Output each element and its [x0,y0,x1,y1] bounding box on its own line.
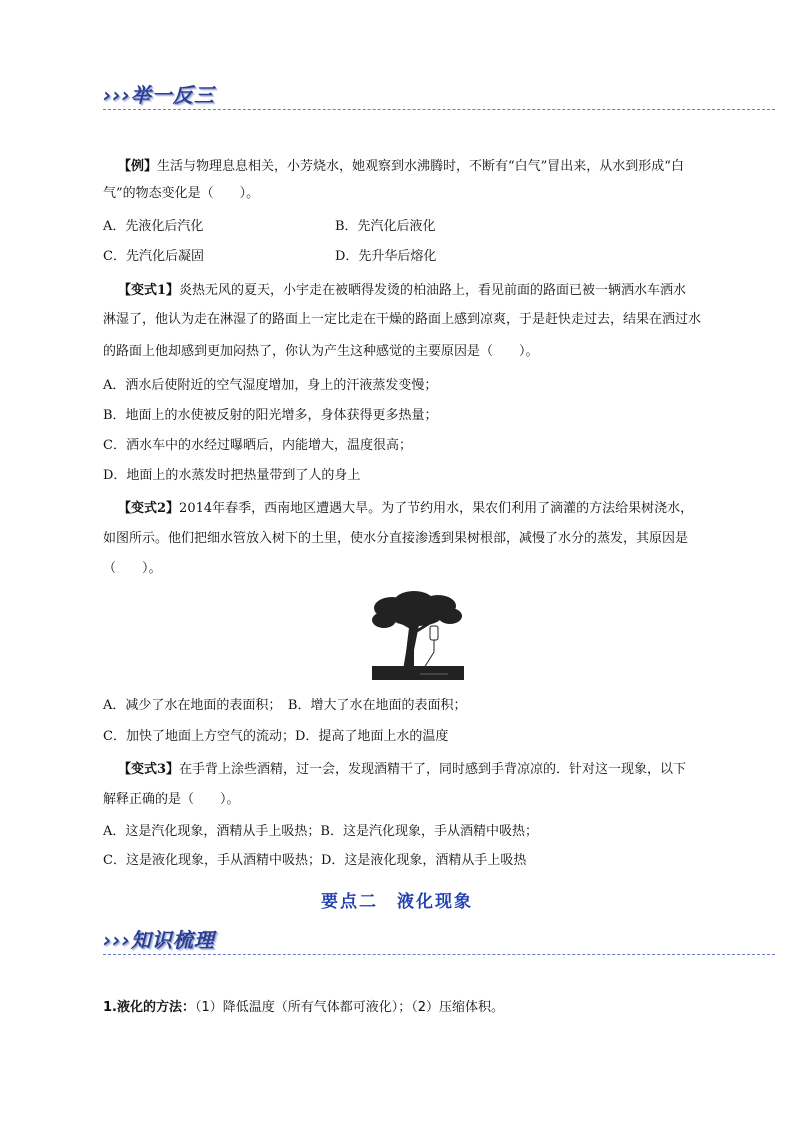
variant2-options-ab: A．减少了水在地面的表面积； B．增大了水在地面的表面积； [103,698,467,713]
example-option-a: A．先液化后汽化 [103,219,204,234]
variant1-text-1: 炎热无风的夏天，小宇走在被晒得发烫的柏油路上，看见前面的路面已被一辆洒水车洒水 [179,283,687,298]
variant3-options-ab: A．这是汽化现象，酒精从手上吸热；B．这是汽化现象，手从酒精中吸热； [103,824,538,839]
knowledge-item-1 [103,999,504,1017]
variant1-text-3: 的路面上他却感到更加闷热了，你认为产生这种感觉的主要原因是（ ）。 [103,344,539,359]
knowledge-text: （1）降低温度（所有气体都可液化）；（2）压缩体积。 [194,1000,505,1015]
variant1-option-d: D．地面上的水蒸发时把热量带到了人的身上 [103,468,361,483]
variant3-line-1 [118,761,686,779]
example-option-c: C．先汽化后凝固 [103,249,204,264]
variant2-text-1: 2014年春季，西南地区遭遇大旱。为了节约用水，果农们利用了滴灌的方法给果树浇水， [179,501,694,516]
knowledge-label: 1.液化的方法： [103,1000,195,1015]
variant1-option-c: C．洒水车中的水经过曝晒后，内能增大，温度很高； [103,438,412,453]
banner-title: ›››知识梳理 [103,928,215,952]
variant3-text-2: 解释正确的是（ ）。 [103,792,240,807]
variant2-line-1 [118,500,693,518]
banner-divider [103,954,775,955]
example-label: 【例】 [118,159,158,174]
variant1-text-2: 淋湿了，他认为走在淋湿了的路面上一定比走在干燥的路面上感到凉爽，于是赶快走过去，结果在洒过水 [103,312,702,327]
banner-title: ›››举一反三 [103,83,215,107]
variant1-label: 【变式1】 [118,283,180,298]
variant2-text-2: 如图所示。他们把细水管放入树下的土里，使水分直接渗透到果树根部，减慢了水分的蒸发，其原因是 [103,531,689,546]
example-question-1: 生活与物理息息相关，小芳烧水，她观察到水沸腾时，不断有“白气”冒出来，从水到形成“白 [157,159,684,174]
drip-irrigation-tree-image [370,590,466,682]
variant3-options-cd: C．这是液化现象，手从酒精中吸热；D．这是液化现象，酒精从手上吸热 [103,853,527,868]
example-option-d: D．先升华后熔化 [335,249,437,264]
variant1-line-1 [118,282,686,300]
variant2-options-cd: C．加快了地面上方空气的流动；D．提高了地面上水的温度 [103,729,449,744]
banner-divider [103,109,775,110]
variant1-option-b: B．地面上的水使被反射的阳光增多，身体获得更多热量； [103,408,438,423]
variant2-label: 【变式2】 [118,501,180,516]
variant3-text-1: 在手背上涂些酒精，过一会，发现酒精干了，同时感到手背凉凉的．针对这一现象，以下 [179,762,687,777]
variant3-label: 【变式3】 [118,762,180,777]
banner-examples [103,80,775,110]
example-option-b: B．先汽化后液化 [335,219,436,234]
example-line-1 [118,158,684,176]
banner-knowledge [103,925,775,955]
variant1-option-a: A．洒水后使附近的空气湿度增加，身上的汗液蒸发变慢； [103,378,438,393]
variant2-text-3: （ ）。 [103,561,162,576]
example-question-2: 气”的物态变化是（ ）。 [103,186,260,201]
section-heading: 要点二 液化现象 [321,892,473,912]
